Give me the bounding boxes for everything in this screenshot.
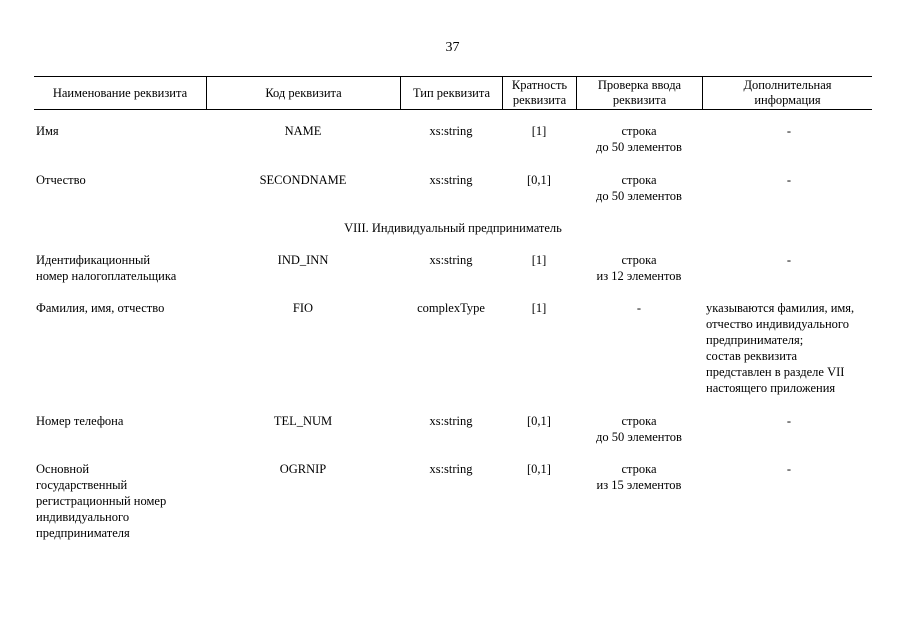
cell-multiplicity: [0,1] — [527, 173, 551, 187]
cell-name: Идентификационный номер налогоплательщика — [36, 253, 177, 283]
cell-name: Основной государственный регистрационный номер индивидуального предпринимателя — [36, 462, 167, 540]
cell-name: Фамилия, имя, отчество — [36, 301, 165, 315]
column-header-code: Код реквизита — [206, 77, 400, 109]
table-row — [34, 413, 872, 445]
cell-code: FIO — [292, 301, 314, 315]
cell-input-check: строка до 50 элементов — [596, 124, 682, 154]
cell-input-check: строка из 15 элементов — [596, 462, 682, 492]
cell-multiplicity: [1] — [531, 124, 547, 138]
cell-name: Номер телефона — [36, 414, 124, 428]
cell-code: TEL_NUM — [273, 414, 333, 428]
cell-type: xs:string — [429, 253, 473, 267]
table-header — [34, 76, 872, 110]
cell-additional-info: - — [786, 124, 792, 138]
column-header-input-check: Проверка ввода реквизита — [576, 77, 702, 109]
cell-code: OGRNIP — [279, 462, 327, 476]
cell-code: IND_INN — [277, 253, 329, 267]
cell-multiplicity: [0,1] — [527, 414, 551, 428]
cell-type: complexType — [417, 301, 485, 315]
cell-additional-info: указываются фамилия, имя, отчество индивидуального предпринимателя; состав реквизита представлен в разделе VII настоящего приложения — [706, 301, 855, 395]
cell-code: SECONDNAME — [259, 173, 347, 187]
cell-input-check: - — [636, 301, 642, 315]
cell-code: NAME — [284, 124, 322, 138]
column-header-type: Тип реквизита — [400, 77, 502, 109]
cell-additional-info: - — [786, 173, 792, 187]
table-row — [34, 252, 872, 284]
column-header-name: Наименование реквизита — [52, 85, 188, 100]
cell-multiplicity: [1] — [531, 301, 547, 315]
table-row — [34, 123, 872, 155]
cell-type: xs:string — [429, 124, 473, 138]
cell-additional-info: - — [786, 414, 792, 428]
cell-input-check: строка до 50 элементов — [596, 414, 682, 444]
table-row — [34, 461, 872, 541]
cell-type: xs:string — [429, 173, 473, 187]
cell-type: xs:string — [429, 414, 473, 428]
page-number: 37 — [445, 40, 460, 55]
cell-multiplicity: [0,1] — [527, 462, 551, 476]
cell-multiplicity: [1] — [531, 253, 547, 267]
cell-input-check: строка из 12 элементов — [596, 253, 682, 283]
column-header-multiplicity: Кратность реквизита — [502, 77, 576, 109]
cell-input-check: строка до 50 элементов — [596, 173, 682, 203]
cell-name: Имя — [36, 124, 59, 138]
section-title: VIII. Индивидуальный предприниматель — [344, 221, 562, 235]
table-row — [34, 300, 872, 396]
cell-additional-info: - — [786, 462, 792, 476]
cell-additional-info: - — [786, 253, 792, 267]
cell-name: Отчество — [36, 173, 86, 187]
table-row — [34, 172, 872, 204]
column-header-additional-info: Дополнительная информация — [702, 77, 872, 109]
cell-type: xs:string — [429, 462, 473, 476]
